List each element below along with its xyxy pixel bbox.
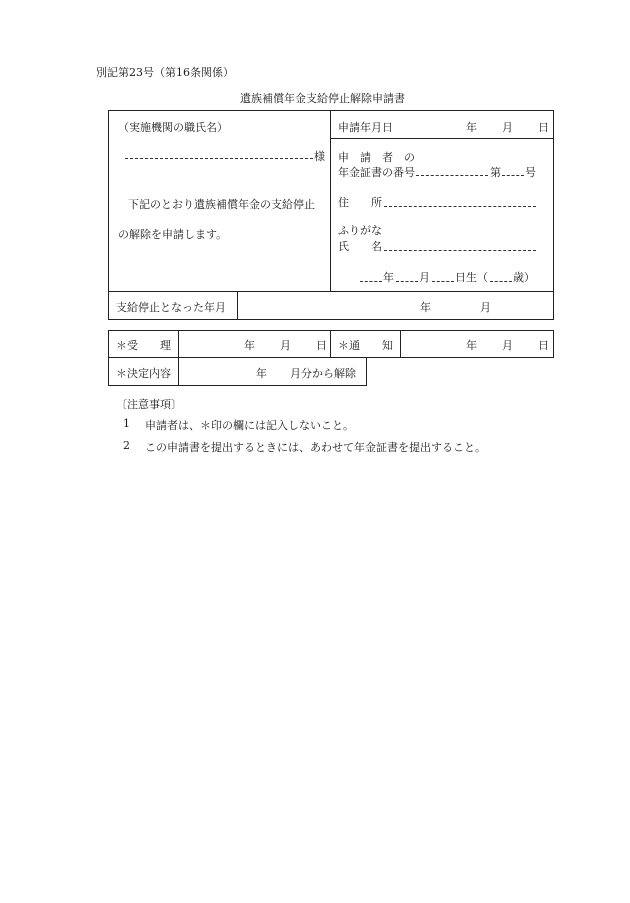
suspension-label: 支給停止となった年月 bbox=[116, 301, 226, 314]
name-line[interactable] bbox=[384, 250, 536, 251]
certificate-label: 年金証書の番号 bbox=[338, 166, 415, 179]
form-number: 別記第23号（第16条関係） bbox=[96, 66, 234, 79]
notes-heading: 〔注意事項〕 bbox=[116, 398, 182, 411]
decision-label: ＊決定内容 bbox=[116, 367, 171, 380]
certificate-series-line[interactable] bbox=[416, 175, 488, 176]
note-text-2: この申請書を提出するときには、あわせて年金証書を提出すること。 bbox=[145, 441, 486, 454]
suspension-year: 年 bbox=[420, 301, 431, 314]
received-day: 日 bbox=[316, 339, 327, 352]
office-use-row1 bbox=[108, 330, 554, 358]
name-label: 氏 名 bbox=[338, 240, 382, 253]
age-suffix: 歳） bbox=[513, 271, 535, 284]
received-year: 年 bbox=[244, 339, 255, 352]
notice-year: 年 bbox=[466, 339, 477, 352]
decision-text: 月分から解除 bbox=[290, 367, 356, 380]
applicant-label: 申 請 者 の bbox=[338, 151, 415, 164]
application-date-row-divider bbox=[330, 138, 554, 139]
suspension-label-divider bbox=[237, 291, 238, 320]
decision-year: 年 bbox=[256, 367, 267, 380]
application-date-label: 申請年月日 bbox=[338, 121, 393, 134]
received-label: ＊受 理 bbox=[116, 339, 171, 352]
notice-label-divider bbox=[400, 330, 401, 358]
age-line[interactable] bbox=[490, 281, 512, 282]
suspension-month: 月 bbox=[480, 301, 491, 314]
birth-year: 年 bbox=[383, 271, 394, 284]
received-month: 月 bbox=[280, 339, 291, 352]
birth-month: 月 bbox=[419, 271, 430, 284]
honorific: 様 bbox=[314, 150, 325, 163]
note-number-1: 1 bbox=[123, 417, 130, 430]
furigana-label: ふりがな bbox=[338, 224, 382, 237]
birth-day-suffix: 日生（ bbox=[455, 271, 488, 284]
office-middle-divider bbox=[330, 330, 331, 358]
body-text-line2: の解除を申請します。 bbox=[118, 228, 228, 241]
application-date-year: 年 bbox=[466, 121, 477, 134]
note-text-1: 申請者は、＊印の欄には記入しないこと。 bbox=[145, 419, 354, 432]
body-text-line1: 下記のとおり遺族補償年金の支給停止 bbox=[128, 198, 315, 211]
form-title: 遺族補償年金支給停止解除申請書 bbox=[240, 92, 405, 105]
notice-day: 日 bbox=[538, 339, 549, 352]
certificate-dai: 第 bbox=[490, 166, 501, 179]
certificate-gou: 号 bbox=[525, 166, 536, 179]
agency-name-line[interactable] bbox=[125, 158, 313, 159]
birth-month-line[interactable] bbox=[396, 281, 418, 282]
application-date-month: 月 bbox=[502, 121, 513, 134]
application-date-day: 日 bbox=[538, 121, 549, 134]
suspension-row-divider bbox=[108, 291, 554, 292]
note-number-2: 2 bbox=[123, 439, 130, 452]
office-label-divider bbox=[178, 330, 179, 386]
address-label: 住 所 bbox=[338, 196, 382, 209]
notice-label: ＊通 知 bbox=[338, 339, 393, 352]
main-form-table bbox=[108, 110, 554, 320]
birth-day-line[interactable] bbox=[432, 281, 454, 282]
agency-label: （実施機関の職氏名） bbox=[118, 121, 228, 134]
certificate-number-line[interactable] bbox=[502, 175, 524, 176]
birth-year-line[interactable] bbox=[360, 281, 382, 282]
address-line[interactable] bbox=[384, 206, 536, 207]
notice-month: 月 bbox=[502, 339, 513, 352]
